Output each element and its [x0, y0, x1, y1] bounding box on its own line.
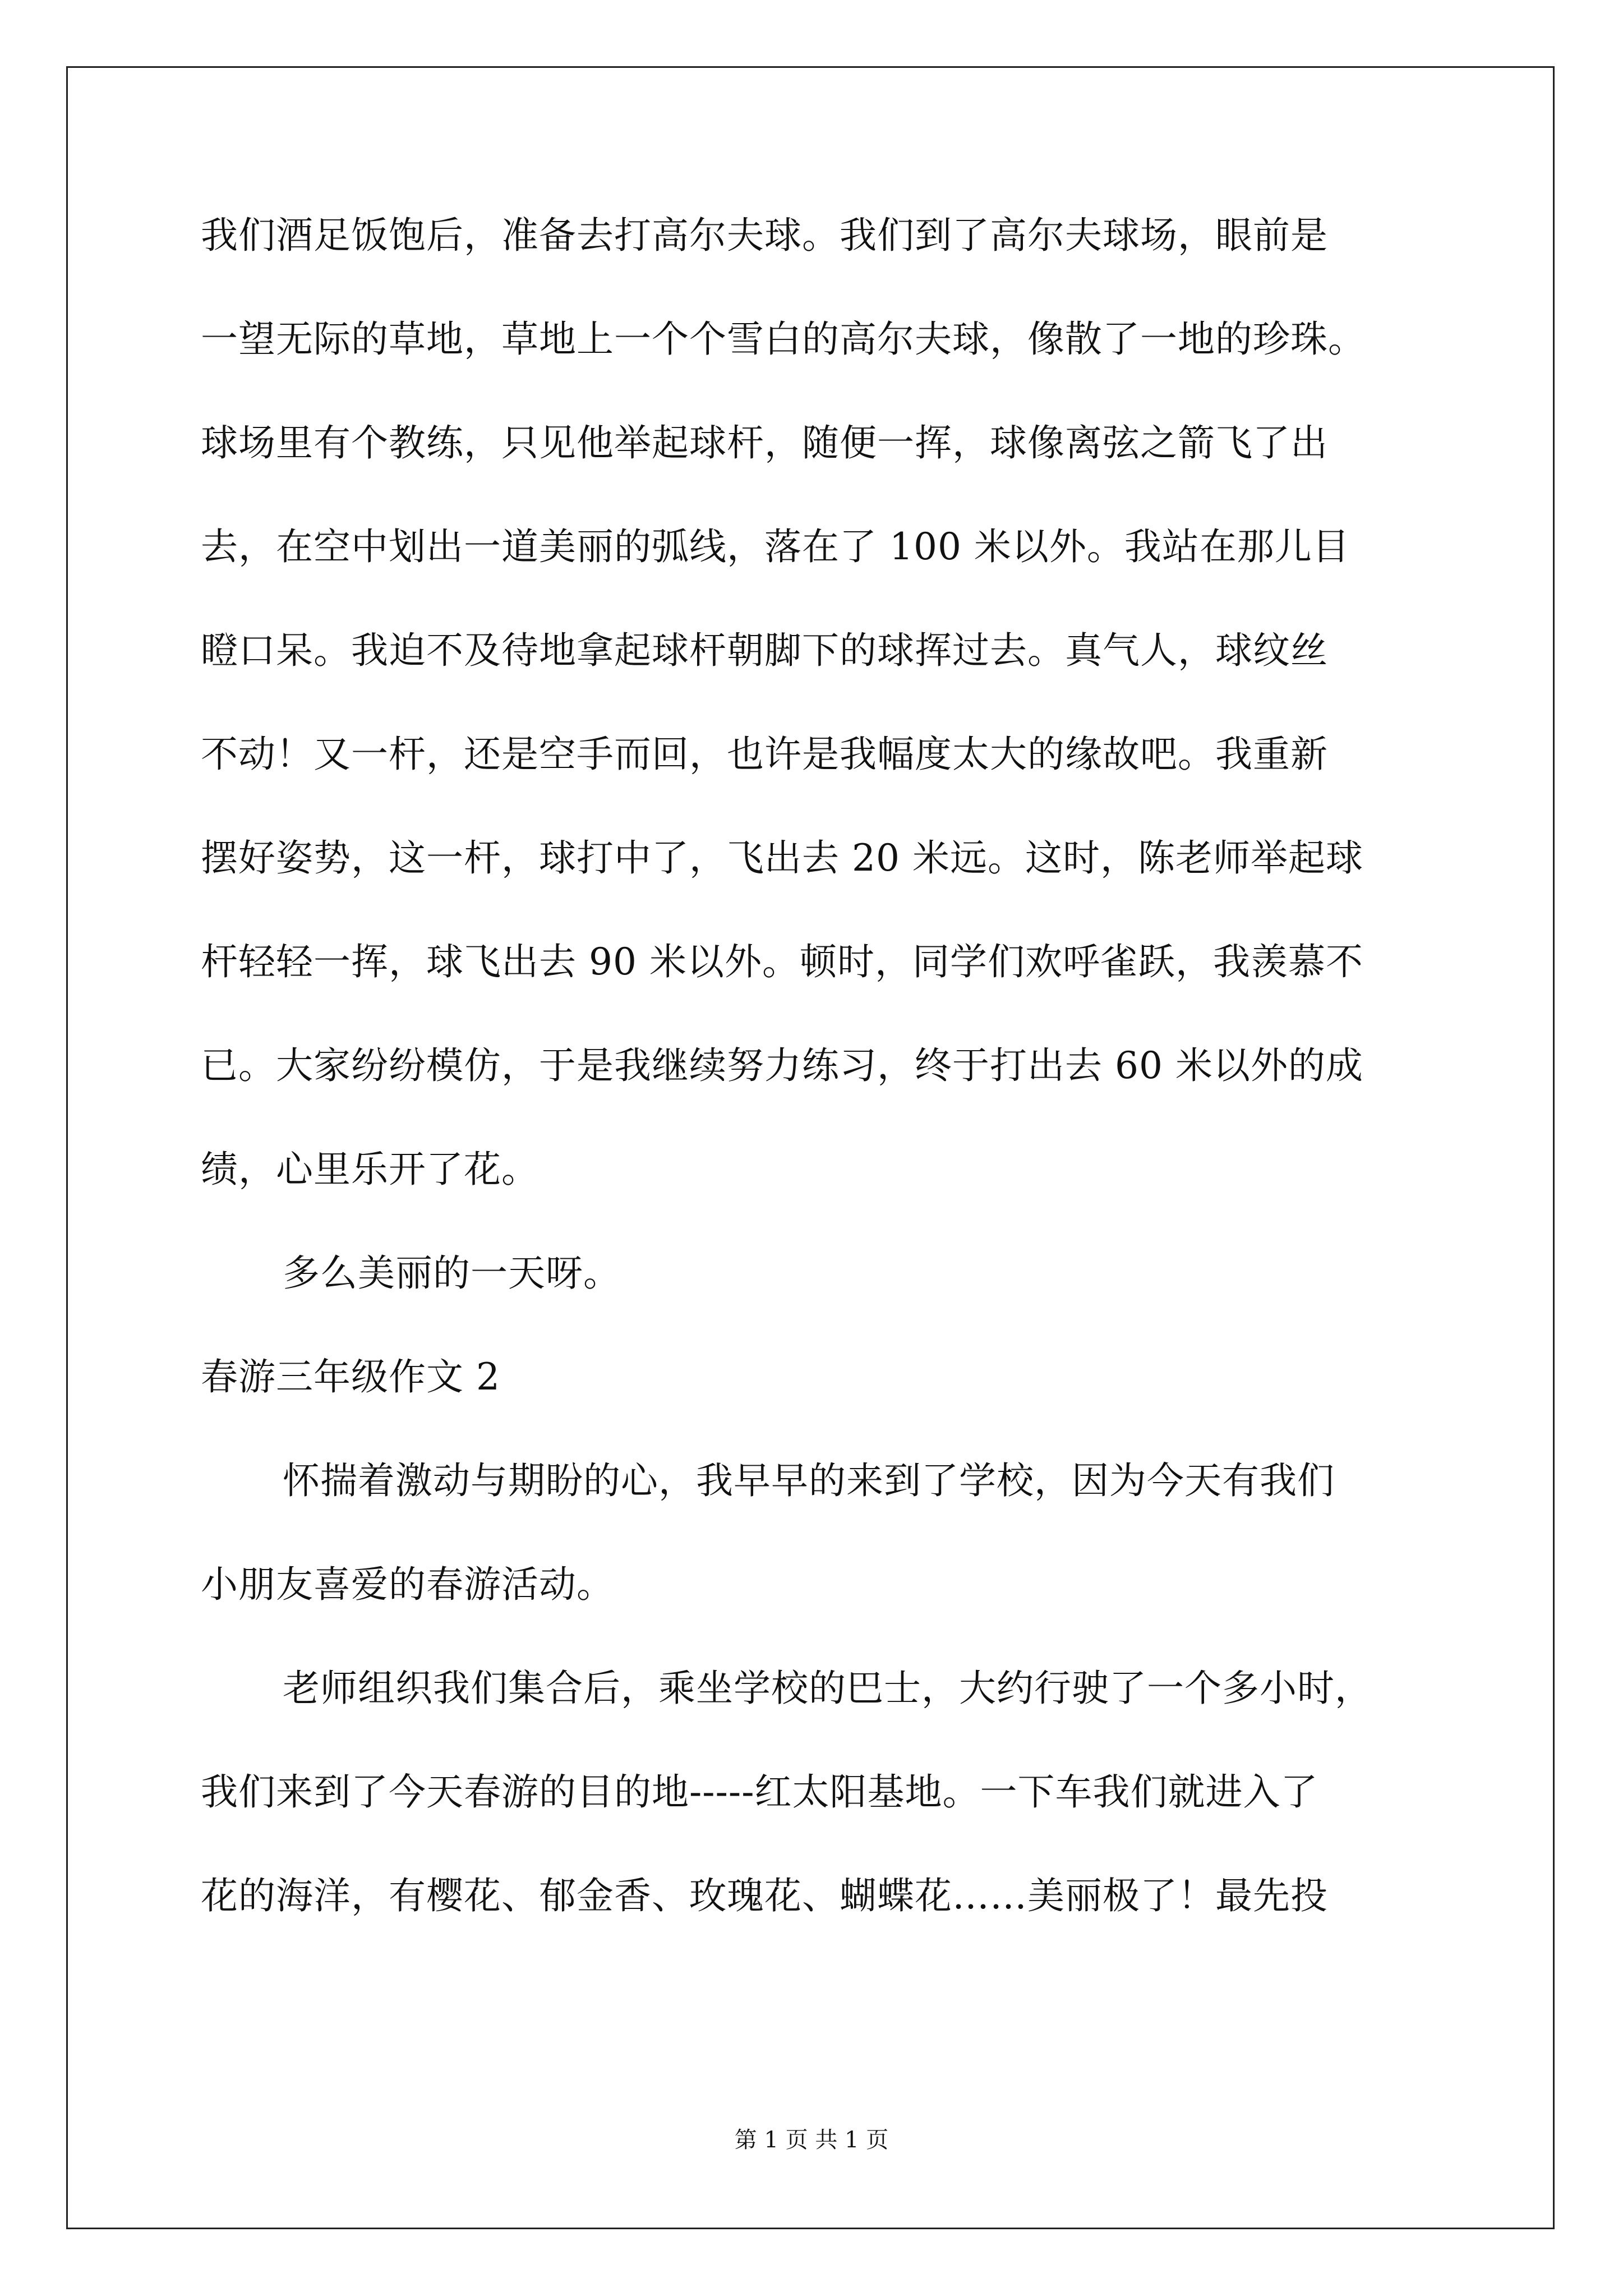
text-line: 我们来到了今天春游的目的地-----红太阳基地。一下车我们就进入了 — [201, 1770, 1318, 1814]
text-line: 小朋友喜爱的春游活动。 — [201, 1563, 614, 1606]
text-line: 球场里有个教练，只见他举起球杆，随便一挥，球像离弦之箭飞了出 — [201, 421, 1328, 464]
text-line: 多么美丽的一天呀。 — [283, 1251, 621, 1295]
text-line: 已。大家纷纷模仿，于是我继续努力练习，终于打出去 60 米以外的成 — [201, 1044, 1363, 1087]
section-heading: 春游三年级作文 2 — [201, 1355, 500, 1398]
page-number-footer: 第 1 页 共 1 页 — [734, 2127, 889, 2153]
text-line: 不动！又一杆，还是空手而回，也许是我幅度太大的缘故吧。我重新 — [201, 733, 1328, 776]
text-line: 一望无际的草地，草地上一个个雪白的高尔夫球，像散了一地的珍珠。 — [201, 318, 1366, 361]
text-line: 我们酒足饭饱后，准备去打高尔夫球。我们到了高尔夫球场，眼前是 — [201, 214, 1328, 257]
text-line: 怀揣着激动与期盼的心，我早早的来到了学校，因为今天有我们 — [283, 1459, 1335, 1502]
text-line: 瞪口呆。我迫不及待地拿起球杆朝脚下的球挥过去。真气人，球纹丝 — [201, 629, 1328, 672]
text-line: 去，在空中划出一道美丽的弧线，落在了 100 米以外。我站在那儿目 — [201, 525, 1350, 568]
text-line: 绩，心里乐开了花。 — [201, 1148, 539, 1191]
text-line: 老师组织我们集合后，乘坐学校的巴士，大约行驶了一个多小时， — [283, 1667, 1372, 1710]
text-line: 摆好姿势，这一杆，球打中了，飞出去 20 米远。这时，陈老师举起球 — [201, 836, 1363, 880]
text-line: 花的海洋，有樱花、郁金香、玫瑰花、蝴蝶花……美丽极了！最先投 — [201, 1874, 1328, 1917]
text-line: 杆轻轻一挥，球飞出去 90 米以外。顿时，同学们欢呼雀跃，我羡慕不 — [201, 940, 1363, 983]
